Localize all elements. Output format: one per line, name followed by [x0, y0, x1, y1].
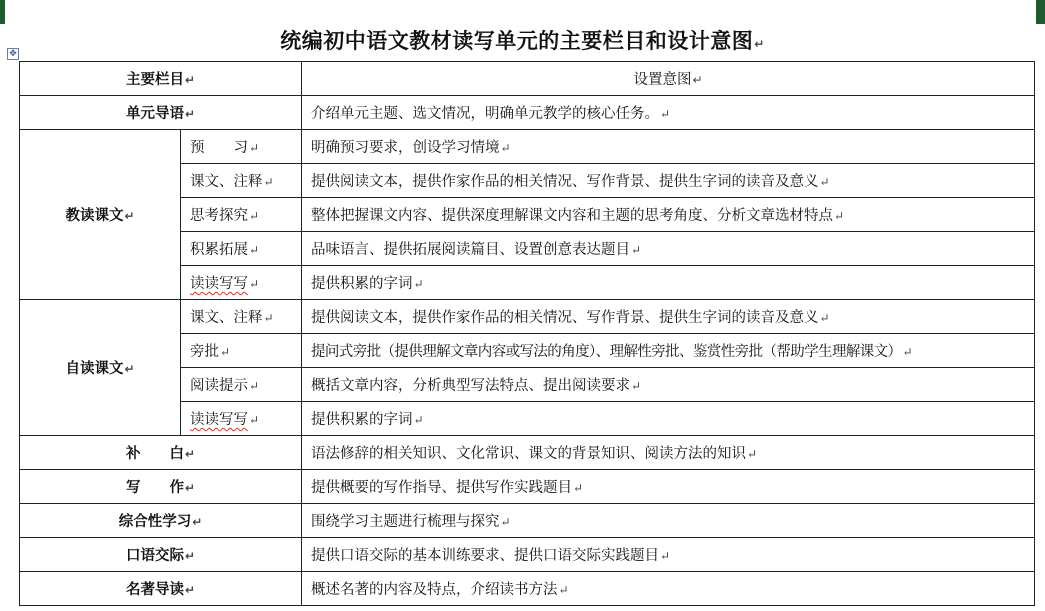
purpose-cell: 明确预习要求，创设学习情境↵ [302, 130, 1035, 164]
category-cell: 教读课文↵ [20, 130, 181, 300]
subcolumn-cell: 预 习↵ [181, 130, 302, 164]
header-purpose: 设置意图↵ [302, 62, 1035, 96]
purpose-cell: 提供积累的字词↵ [302, 402, 1035, 436]
table-row [20, 504, 1035, 538]
table-row [20, 572, 1035, 606]
table-row [20, 470, 1035, 504]
table-header-row [20, 62, 1035, 96]
document-title: 统编初中语文教材读写单元的主要栏目和设计意图↵ [280, 29, 765, 53]
category-cell: 补 白↵ [20, 436, 302, 470]
purpose-cell: 提供概要的写作指导、提供写作实践题目↵ [302, 470, 1035, 504]
purpose-cell: 介绍单元主题、选文情况，明确单元教学的核心任务。↵ [302, 96, 1035, 130]
subcolumn-cell: 旁批↵ [181, 334, 302, 368]
purpose-cell: 提供口语交际的基本训练要求、提供口语交际实践题目↵ [302, 538, 1035, 572]
subcolumn-cell: 思考探究↵ [181, 198, 302, 232]
category-cell: 口语交际↵ [20, 538, 302, 572]
subcolumn-cell: 积累拓展↵ [181, 232, 302, 266]
subcolumn-cell: 课文、注释↵ [181, 164, 302, 198]
left-accent-bar [0, 0, 5, 24]
table-row [20, 538, 1035, 572]
purpose-cell: 提供阅读文本，提供作家作品的相关情况、写作背景、提供生字词的读音及意义↵ [302, 300, 1035, 334]
header-main-columns: 主要栏目↵ [20, 62, 302, 96]
columns-table [19, 61, 1035, 606]
category-cell: 名著导读↵ [20, 572, 302, 606]
subcolumn-cell: 课文、注释↵ [181, 300, 302, 334]
subcolumn-cell: 读读写写↵ [181, 402, 302, 436]
purpose-cell: 品味语言、提供拓展阅读篇目、设置创意表达题目↵ [302, 232, 1035, 266]
purpose-cell: 围绕学习主题进行梳理与探究↵ [302, 504, 1035, 538]
purpose-cell: 提供阅读文本，提供作家作品的相关情况、写作背景、提供生字词的读音及意义↵ [302, 164, 1035, 198]
purpose-cell: 提问式旁批（提供理解文章内容或写法的角度）、理解性旁批、鉴赏性旁批（帮助学生理解课文）↵ [302, 334, 1035, 368]
category-cell: 自读课文↵ [20, 300, 181, 436]
right-accent-bar [1036, 0, 1045, 24]
category-cell: 写 作↵ [20, 470, 302, 504]
purpose-cell: 语法修辞的相关知识、文化常识、课文的背景知识、阅读方法的知识↵ [302, 436, 1035, 470]
purpose-cell: 整体把握课文内容、提供深度理解课文内容和主题的思考角度、分析文章选材特点↵ [302, 198, 1035, 232]
table-row [20, 96, 1035, 130]
purpose-cell: 提供积累的字词↵ [302, 266, 1035, 300]
table-row [20, 436, 1035, 470]
subcolumn-cell: 阅读提示↵ [181, 368, 302, 402]
category-cell: 综合性学习↵ [20, 504, 302, 538]
purpose-cell: 概述名著的内容及特点，介绍读书方法↵ [302, 572, 1035, 606]
table-row [20, 130, 1035, 164]
subcolumn-cell: 读读写写↵ [181, 266, 302, 300]
table-move-handle-icon[interactable]: ✥ [7, 48, 19, 60]
table-row [20, 300, 1035, 334]
purpose-cell: 概括文章内容，分析典型写法特点、提出阅读要求↵ [302, 368, 1035, 402]
category-cell: 单元导语↵ [20, 96, 302, 130]
